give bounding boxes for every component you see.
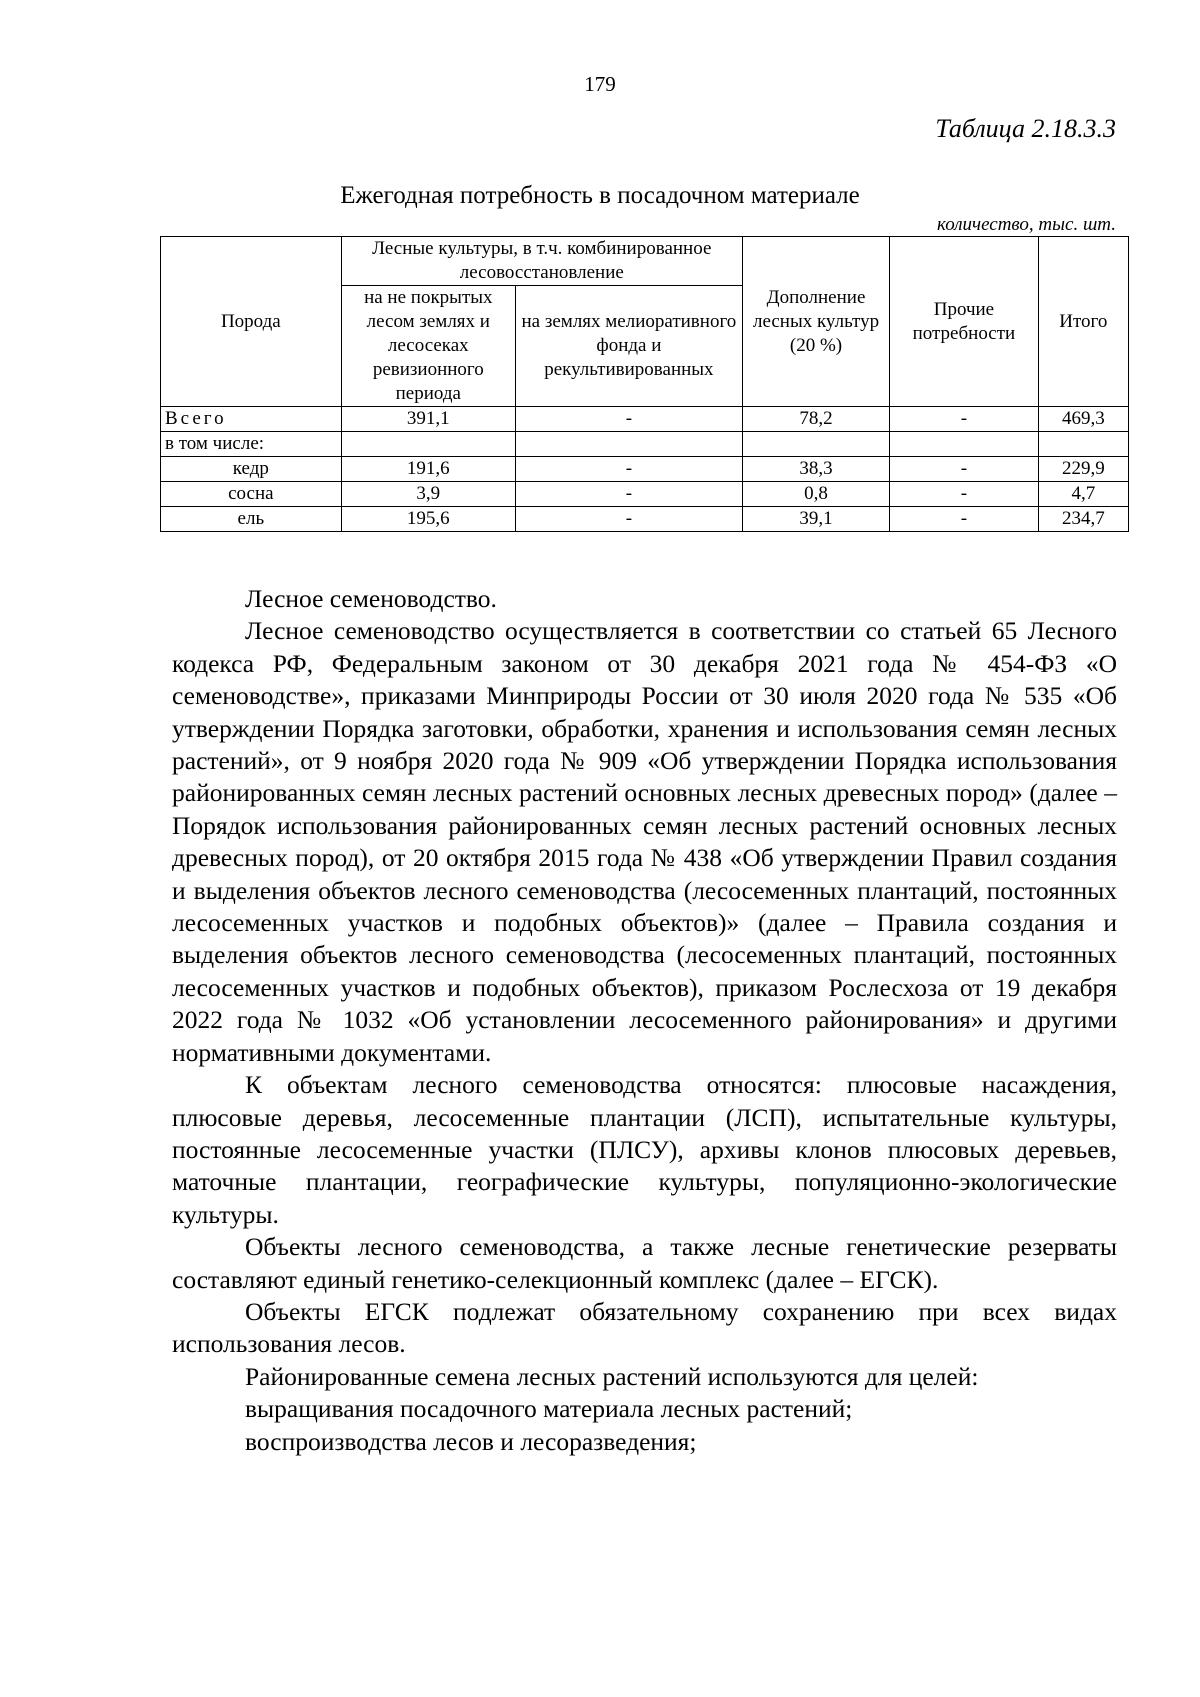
header-uncovered: на не покрытых лесом землях и лесосеках ревизионного периода: [341, 286, 515, 407]
list-item: воспроизводства лесов и лесоразведения;: [245, 1426, 697, 1456]
cell-other: -: [890, 457, 1038, 482]
cell-total: 229,9: [1038, 457, 1128, 482]
table-row-spruce: [161, 507, 1129, 532]
cell-species: кедр: [161, 457, 342, 482]
header-other: Прочие потребности: [890, 237, 1038, 407]
cell-other: -: [890, 407, 1038, 432]
cell-uncovered: 391,1: [341, 407, 515, 432]
cell-supplement: 38,3: [742, 457, 889, 482]
cell-species: в том числе:: [161, 432, 342, 457]
table-row-total: [161, 407, 1129, 432]
table-label: Таблица 2.18.3.3: [935, 114, 1116, 143]
cell-supplement: 0,8: [742, 482, 889, 507]
header-forest-crops: Лесные культуры, в т.ч. комбинированное лесовосстановление: [341, 237, 742, 286]
table-row-cedar: [161, 457, 1129, 482]
cell-uncovered: [341, 432, 515, 457]
paragraph: Объекты лесного семеноводства, а также лесные генетические резерваты составляют единый генетико-селекционный комплекс (далее – ЕГСК).: [172, 1232, 1117, 1294]
cell-melioration: [515, 432, 742, 457]
section-heading: Лесное семеноводство.: [245, 584, 497, 613]
paragraph: Объекты ЕГСК подлежат обязательному сохранению при всех видах использования лесов.: [172, 1296, 1117, 1359]
cell-melioration: -: [515, 457, 742, 482]
table-title: Ежегодная потребность в посадочном материале: [340, 182, 860, 209]
cell-melioration: -: [515, 407, 742, 432]
cell-uncovered: 191,6: [341, 457, 515, 482]
cell-species: Всего: [161, 407, 342, 432]
header-supplement: Дополнение лесных культур (20 %): [742, 237, 889, 407]
cell-species: сосна: [161, 482, 342, 507]
paragraph: К объектам лесного семеноводства относятся: плюсовые насаждения, плюсовые деревья, лесосеменные плантации (ЛСП), испытательные культуры, постоянные лесосеменные участки (ПЛСУ), архивы клонов плюсовых деревьев, маточные плантации, географические культуры, популяционно-экологические культуры.: [172, 1070, 1117, 1229]
planting-material-table: [160, 236, 1129, 532]
cell-uncovered: 195,6: [341, 507, 515, 532]
cell-other: -: [890, 507, 1038, 532]
cell-species: ель: [161, 507, 342, 532]
cell-other: -: [890, 482, 1038, 507]
paragraph: Районированные семена лесных растений используются для целей:: [245, 1361, 979, 1391]
cell-total: 234,7: [1038, 507, 1128, 532]
cell-melioration: -: [515, 507, 742, 532]
cell-supplement: 39,1: [742, 507, 889, 532]
cell-melioration: -: [515, 482, 742, 507]
cell-other: [890, 432, 1038, 457]
cell-total: 469,3: [1038, 407, 1128, 432]
table-units: количество, тыс. шт.: [937, 214, 1116, 235]
page-number: 179: [584, 72, 616, 96]
cell-supplement: [742, 432, 889, 457]
header-melioration: на землях мелиоративного фонда и рекультивированных: [515, 286, 742, 407]
table-row-pine: [161, 482, 1129, 507]
body-text: [172, 583, 1117, 1458]
cell-uncovered: 3,9: [341, 482, 515, 507]
cell-total: [1038, 432, 1128, 457]
list-item: выращивания посадочного материала лесных растений;: [245, 1394, 853, 1424]
paragraph: Лесное семеноводство осуществляется в соответствии со статьей 65 Лесного кодекса РФ, Федеральным законом от 30 декабря 2021 года № 454-ФЗ «О семеноводстве», приказами Минприроды России от 30 июля 2020 года № 535 «Об утверждении Порядка заготовки, обработки, хранения и использования семян лесных растений», от 9 ноября 2020 года № 909 «Об утверждении Порядка использования районированных семян лесных растений основных лесных древесных пород» (далее – Порядок использования районированных семян лесных растений основных лесных древесных пород), от 20 октября 2015 года № 438 «Об утверждении Правил создания и выделения объектов лесного семеноводства (лесосеменных плантаций, постоянных лесосеменных участков и подобных объектов)» (далее – Правила создания и выделения объектов лесного семеноводства (лесосеменных плантаций, постоянных лесосеменных участков и подобных объектов), приказом Рослесхоза от 19 декабря 2022 года № 1032 «Об установлении лесосеменного районирования» и другими нормативными документами.: [172, 616, 1117, 1067]
table-header-row: [161, 237, 1129, 286]
header-species: Порода: [161, 237, 342, 407]
cell-supplement: 78,2: [742, 407, 889, 432]
header-total: Итого: [1038, 237, 1128, 407]
table-row-including: [161, 432, 1129, 457]
cell-total: 4,7: [1038, 482, 1128, 507]
